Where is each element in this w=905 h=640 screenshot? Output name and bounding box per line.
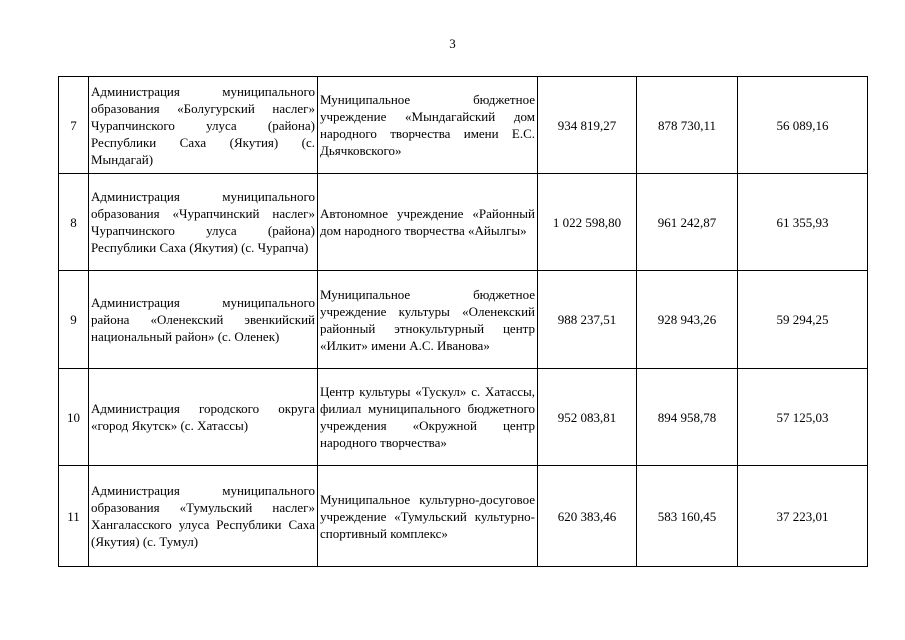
table-row [59, 77, 868, 174]
row-number: 9 [59, 271, 89, 369]
value-3-cell: 56 089,16 [738, 77, 868, 174]
value-1-cell: 1 022 598,80 [538, 174, 637, 271]
table-row [59, 466, 868, 567]
value-2-cell: 894 958,78 [637, 369, 738, 466]
administration-cell: Администрация городского округа «город Якутск» (с. Хатассы) [89, 369, 318, 466]
institution-cell: Муниципальное культурно-досуговое учреждение «Тумульский культурно-спортивный комплекс» [318, 466, 538, 567]
value-3-cell: 57 125,03 [738, 369, 868, 466]
administration-cell: Администрация муниципального района «Оленекский эвенкийский национальный район» (с. Оленек) [89, 271, 318, 369]
row-number: 10 [59, 369, 89, 466]
administration-cell: Администрация муниципального образования «Чурапчинский наслег» Чурапчинского улуса (района) Республики Саха (Якутия) (с. Чурапча) [89, 174, 318, 271]
row-number: 8 [59, 174, 89, 271]
table-row [59, 271, 868, 369]
value-3-cell: 61 355,93 [738, 174, 868, 271]
allocation-table [58, 76, 868, 567]
row-number: 11 [59, 466, 89, 567]
row-number: 7 [59, 77, 89, 174]
institution-cell: Муниципальное бюджетное учреждение культуры «Оленекский районный этнокультурный центр «Илкит» имени А.С. Иванова» [318, 271, 538, 369]
value-2-cell: 928 943,26 [637, 271, 738, 369]
value-2-cell: 878 730,11 [637, 77, 738, 174]
administration-cell: Администрация муниципального образования «Болугурский наслег» Чурапчинского улуса (района) Республики Саха (Якутия) (с. Мындагай) [89, 77, 318, 174]
value-1-cell: 952 083,81 [538, 369, 637, 466]
institution-cell: Автономное учреждение «Районный дом народного творчества «Айылгы» [318, 174, 538, 271]
value-2-cell: 583 160,45 [637, 466, 738, 567]
value-1-cell: 988 237,51 [538, 271, 637, 369]
value-2-cell: 961 242,87 [637, 174, 738, 271]
institution-cell: Центр культуры «Тускул» с. Хатассы, филиал муниципального бюджетного учреждения «Окружной центр народного творчества» [318, 369, 538, 466]
table-row [59, 174, 868, 271]
administration-cell: Администрация муниципального образования «Тумульский наслег» Хангаласского улуса Республики Саха (Якутия) (с. Тумул) [89, 466, 318, 567]
page-number: 3 [449, 36, 456, 51]
value-1-cell: 934 819,27 [538, 77, 637, 174]
value-3-cell: 37 223,01 [738, 466, 868, 567]
value-1-cell: 620 383,46 [538, 466, 637, 567]
table-row [59, 369, 868, 466]
value-3-cell: 59 294,25 [738, 271, 868, 369]
institution-cell: Муниципальное бюджетное учреждение «Мындагайский дом народного творчества имени Е.С. Дьячковского» [318, 77, 538, 174]
